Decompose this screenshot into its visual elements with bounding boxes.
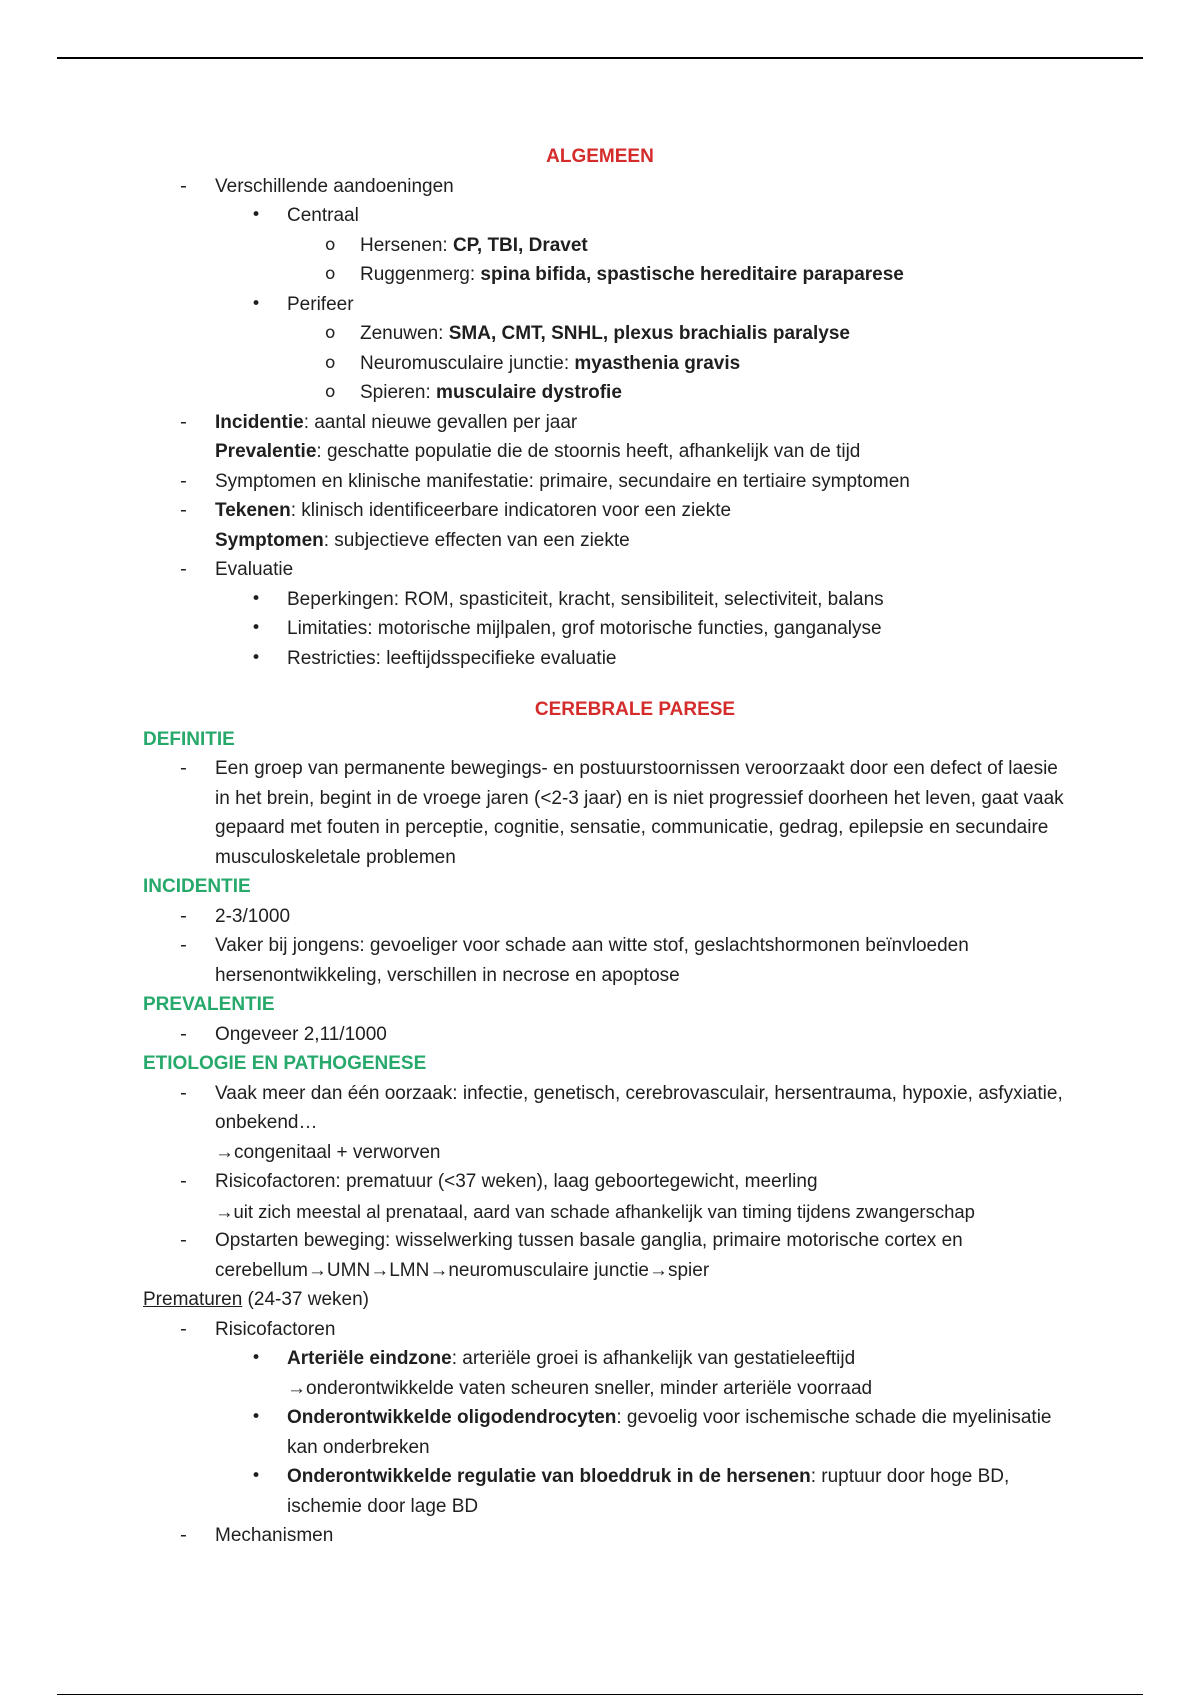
- list-item: [0, 585, 1200, 615]
- list-item: [0, 526, 1200, 556]
- heading-incidentie: INCIDENTIE: [143, 876, 251, 897]
- circle-marker: o: [325, 234, 336, 255]
- oorzaak-text: Vaak meer dan één oorzaak: infectie, genetisch, cerebrovasculair, hersentrauma, hypoxie, asfyxiatie, onbekend…: [215, 1082, 1063, 1133]
- centraal-text: Centraal: [287, 205, 359, 226]
- zenuwen-text: Zenuwen: SMA, CMT, SNHL, plexus brachialis paralyse: [360, 323, 850, 344]
- bullet-marker: •: [251, 205, 262, 225]
- list-item: [0, 290, 1200, 320]
- list-item: [0, 1167, 1200, 1197]
- list-item: [0, 319, 1200, 349]
- list-item: [0, 349, 1200, 379]
- list-item: [0, 1315, 1200, 1345]
- symptomen-definition: Symptomen: subjectieve effecten van een ziekte: [215, 529, 630, 551]
- prematuren-heading: Prematuren (24-37 weken): [143, 1289, 370, 1310]
- dash-marker: -: [180, 499, 187, 521]
- list-item: [0, 378, 1200, 408]
- dash-marker: -: [180, 757, 187, 779]
- list-item: [0, 1226, 1065, 1285]
- header-rule: [57, 57, 1143, 59]
- perifeer-text: Perifeer: [287, 293, 354, 315]
- list-item: [0, 1138, 1200, 1168]
- dash-marker: -: [180, 558, 187, 580]
- prevalentie-value: Ongeveer 2,11/1000: [215, 1023, 387, 1045]
- heading-etiologie: ETIOLOGIE EN PATHOGENESE: [143, 1053, 427, 1074]
- list-item: [0, 467, 1200, 497]
- list-item: [0, 644, 1200, 674]
- arterieel-arrow-text: →onderontwikkelde vaten scheuren sneller, minder arteriële voorraad: [287, 1377, 873, 1399]
- bullet-marker: •: [251, 1466, 262, 1486]
- list-item: [0, 1197, 1200, 1227]
- list-item: [0, 1079, 1065, 1138]
- circle-marker: o: [325, 352, 336, 373]
- document-content: [0, 142, 1200, 1551]
- list-item: [0, 1462, 1067, 1521]
- list-item: [0, 1374, 1200, 1404]
- beweging-text: Opstarten beweging: wisselwerking tussen basale ganglia, primaire motorische cortex en cerebellum→UMN→LMN→neuromusculaire junctie→spier: [215, 1230, 963, 1281]
- nmj-text: Neuromusculaire junctie: myasthenia gravis: [360, 352, 741, 374]
- footer-rule: [57, 1694, 1143, 1695]
- list-item: [0, 201, 1200, 231]
- dash-marker: -: [180, 1081, 187, 1104]
- symptomen-manifestatie-text: Symptomen en klinische manifestatie: primaire, secundaire en tertiaire symptomen: [215, 470, 910, 492]
- list-item: [0, 408, 1200, 438]
- dash-marker: -: [180, 934, 187, 956]
- risico-arrow-text: →uit zich meestal al prenataal, aard van schade afhankelijk van timing tijdens zwangerschap: [215, 1200, 975, 1222]
- ruggenmerg-text: Ruggenmerg: spina bifida, spastische hereditaire paraparese: [360, 264, 904, 285]
- list-item: [0, 555, 1200, 585]
- dash-marker: -: [180, 1524, 187, 1546]
- dash-marker: -: [180, 1229, 187, 1251]
- mechanismen-text: Mechanismen: [215, 1525, 334, 1546]
- oorzaak-arrow-text: →congenitaal + verworven: [215, 1141, 441, 1163]
- dash-marker: -: [180, 469, 187, 492]
- list-item: [0, 754, 1065, 872]
- incidentie-value: 2-3/1000: [215, 905, 291, 927]
- list-item: [0, 1020, 1200, 1050]
- circle-marker: o: [325, 323, 336, 343]
- dash-marker: -: [180, 1022, 187, 1045]
- bullet-marker: •: [251, 618, 262, 638]
- list-item: [0, 172, 1200, 202]
- aandoeningen-text: Verschillende aandoeningen: [215, 175, 454, 197]
- spieren-text: Spieren: musculaire dystrofie: [360, 382, 622, 403]
- heading-prevalentie: PREVALENTIE: [143, 994, 275, 1015]
- list-item: [0, 931, 1065, 990]
- regulatie-text: Onderontwikkelde regulatie van bloeddruk in de hersenen: ruptuur door hoge BD, ischemie door lage BD: [287, 1466, 1010, 1517]
- list-item: [0, 1344, 1200, 1374]
- list-item: [0, 496, 1200, 526]
- dash-marker: -: [180, 1170, 187, 1192]
- list-item: [0, 1403, 1067, 1462]
- bullet-marker: •: [251, 588, 262, 609]
- dash-marker: -: [180, 1317, 187, 1340]
- heading-definitie: DEFINITIE: [143, 728, 235, 750]
- oligo-text: Onderontwikkelde oligodendrocyten: gevoelig voor ischemische schade die myelinisatie kan onderbreken: [287, 1407, 1052, 1458]
- arterieel-text: Arteriële eindzone: arteriële groei is afhankelijk van gestatieleeftijd: [287, 1348, 856, 1369]
- dash-marker: -: [180, 904, 187, 927]
- dash-marker: -: [180, 174, 187, 197]
- bullet-marker: •: [251, 293, 262, 314]
- hersenen-text: Hersenen: CP, TBI, Dravet: [360, 234, 588, 256]
- list-item: [0, 260, 1200, 290]
- section-title-algemeen: ALGEMEEN: [546, 146, 654, 167]
- definitie-text: Een groep van permanente bewegings- en postuurstoornissen veroorzaakt door een defect of laesie in het brein, begint in de vroege jaren (<2-3 jaar) en is niet progressief doorheen het leven, gaat vaak gepaard met fouten in perceptie, cognitie, sensatie, communicatie, gedrag, epilepsie en secundaire musculoskeletale problemen: [215, 758, 1064, 868]
- list-item: [0, 614, 1200, 644]
- risicofactoren-text: Risicofactoren: [215, 1318, 336, 1340]
- restricties-text: Restricties: leeftijdsspecifieke evaluatie: [287, 647, 617, 669]
- evaluatie-text: Evaluatie: [215, 559, 294, 580]
- list-item: [0, 1521, 1200, 1551]
- list-item: [0, 231, 1200, 261]
- bullet-marker: •: [251, 647, 262, 668]
- prevalentie-definition: Prevalentie: geschatte populatie die de stoornis heeft, afhankelijk van de tijd: [215, 441, 861, 462]
- incidentie-jongens-text: Vaker bij jongens: gevoeliger voor schade aan witte stof, geslachtshormonen beïnvloeden hersenontwikkeling, verschillen in necrose en apoptose: [215, 935, 969, 986]
- list-item: [0, 902, 1200, 932]
- tekenen-definition: Tekenen: klinisch identificeerbare indicatoren voor een ziekte: [215, 500, 732, 521]
- bullet-marker: •: [251, 1407, 262, 1427]
- circle-marker: o: [325, 382, 336, 402]
- section-title-cerebrale-parese: CEREBRALE PARESE: [534, 699, 736, 720]
- incidentie-definition: Incidentie: aantal nieuwe gevallen per jaar: [215, 411, 578, 433]
- limitaties-text: Limitaties: motorische mijlpalen, grof motorische functies, ganganalyse: [287, 618, 882, 639]
- list-item: [0, 437, 1200, 467]
- risico-text: Risicofactoren: prematuur (<37 weken), laag geboortegewicht, meerling: [215, 1171, 818, 1192]
- circle-marker: o: [325, 264, 336, 284]
- dash-marker: -: [180, 410, 187, 433]
- bullet-marker: •: [251, 1348, 262, 1368]
- beperkingen-text: Beperkingen: ROM, spasticiteit, kracht, sensibiliteit, selectiviteit, balans: [287, 588, 884, 610]
